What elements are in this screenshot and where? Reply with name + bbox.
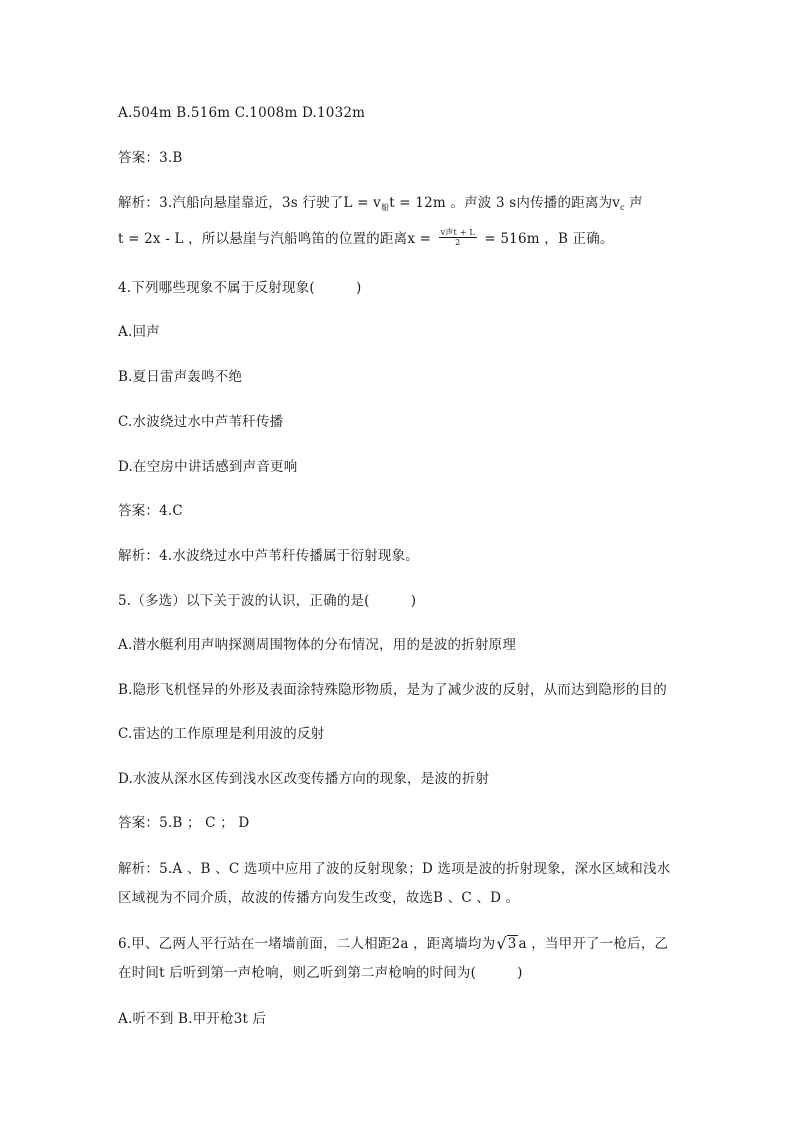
q4-option-c: C.水波绕过水中芦苇秆传播: [118, 414, 284, 430]
q6-options: A.听不到 B.甲开枪3t 后: [118, 1011, 267, 1027]
q3-fraction-denominator: 2: [455, 238, 461, 247]
q4-analysis: 解析：4.水波绕过水中芦苇秆传播属于衍射现象。: [118, 548, 419, 564]
q3-options: A.504m B.516m C.1008m D.1032m: [118, 105, 366, 121]
q5-analysis-line-1: 解析：5.A 、B 、C 选项中应用了波的反射现象；D 选项是波的折射现象，深水区域和浅水: [118, 861, 671, 877]
q5-option-b: B.隐形飞机怪异的外形及表面涂特殊隐形物质，是为了减少波的反射，从而达到隐形的目的: [118, 682, 667, 698]
q3-fraction-numerator: v声t + L: [440, 228, 475, 237]
q6-stem-text-a: 6.甲、乙两人平行站在一堵墙前面，二人相距2a ，距离墙均为: [118, 936, 496, 952]
q3-fraction: [439, 228, 477, 247]
q4-option-b: B.夏日雷声轰鸣不绝: [118, 369, 243, 385]
q4-answer: 答案：4.C: [118, 503, 183, 519]
q3-analysis-subscript: 船: [380, 203, 390, 212]
q3-analysis-text-d: t = 2x - L ，所以悬崖与汽船鸣笛的位置的距离x =: [118, 231, 436, 247]
q6-stem-line-1: [118, 934, 668, 953]
q5-stem: 5.（多选）以下关于波的认识，正确的是( ): [118, 593, 417, 609]
q5-answer: 答案：5.B ； C ； D: [118, 815, 250, 831]
q5-option-a: A.潜水艇利用声呐探测周围物体的分布情况，用的是波的折射原理: [118, 637, 517, 653]
q5-option-d: D.水波从深水区传到浅水区改变传播方向的现象，是波的折射: [118, 771, 490, 787]
q4-stem: 4.下列哪些现象不属于反射现象( ): [118, 280, 362, 296]
q3-answer: 答案：3.B: [118, 150, 183, 166]
q4-option-a: A.回声: [118, 324, 160, 340]
q5-analysis-line-2: 区域视为不同介质，故波的传播方向发生改变，故选B 、C 、D 。: [118, 890, 520, 906]
q3-analysis-subscript-2: c: [620, 203, 625, 212]
q3-analysis-text-a: 解析：3.汽船向悬崖靠近，3s 行驶了L = v: [118, 195, 381, 211]
q3-analysis-text-e: = 516m ，B 正确。: [479, 231, 614, 247]
q3-analysis-line-2: [118, 230, 614, 249]
q3-analysis-line-1: [118, 194, 643, 214]
sqrt-radicand: 3: [507, 936, 517, 952]
q6-stem-line-2: 在时间t 后听到第一声枪响，则乙听到第二声枪响的时间为( ): [118, 965, 523, 981]
sqrt-symbol: √3: [496, 934, 517, 953]
q3-analysis-text-b: t = 12m 。声波 3 s内传播的距离为v: [389, 195, 621, 211]
q3-analysis-text-c: 声: [624, 195, 643, 211]
q6-stem-text-b: a ，当甲开了一枪后，乙: [518, 936, 669, 952]
q4-option-d: D.在空房中讲话感到声音更响: [118, 459, 298, 475]
q5-option-c: C.雷达的工作原理是利用波的反射: [118, 726, 325, 742]
